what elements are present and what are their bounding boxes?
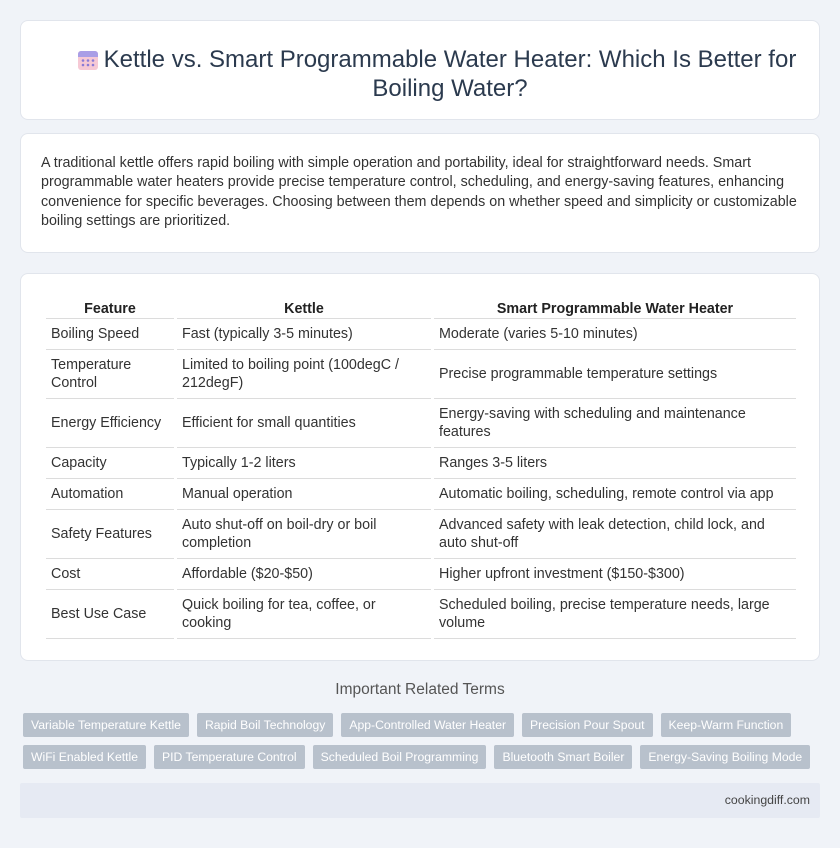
feature-cell: Automation xyxy=(46,479,174,510)
calendar-icon xyxy=(76,48,100,72)
term-tag[interactable]: App-Controlled Water Heater xyxy=(341,713,514,737)
table-row xyxy=(46,479,796,510)
kettle-cell: Limited to boiling point (100degC / 212degF) xyxy=(177,350,431,399)
table-row xyxy=(46,319,796,350)
kettle-cell: Quick boiling for tea, coffee, or cooking xyxy=(177,590,431,639)
related-terms-list xyxy=(23,713,813,769)
kettle-cell: Auto shut-off on boil-dry or boil completion xyxy=(177,510,431,559)
table-row xyxy=(46,448,796,479)
term-tag[interactable]: Keep-Warm Function xyxy=(661,713,792,737)
term-tag[interactable]: Bluetooth Smart Boiler xyxy=(494,745,632,769)
comparison-table-card xyxy=(20,273,820,661)
feature-cell: Boiling Speed xyxy=(46,319,174,350)
intro-card xyxy=(20,133,820,253)
term-tag[interactable]: Precision Pour Spout xyxy=(522,713,653,737)
feature-cell: Energy Efficiency xyxy=(46,399,174,448)
feature-cell: Capacity xyxy=(46,448,174,479)
table-row xyxy=(46,399,796,448)
table-header-row xyxy=(46,296,796,319)
kettle-cell: Affordable ($20-$50) xyxy=(177,559,431,590)
kettle-cell: Efficient for small quantities xyxy=(177,399,431,448)
kettle-cell: Manual operation xyxy=(177,479,431,510)
term-tag[interactable]: WiFi Enabled Kettle xyxy=(23,745,146,769)
related-terms-title: Important Related Terms xyxy=(335,681,505,698)
header-kettle: Kettle xyxy=(177,296,431,319)
smart-heater-cell: Advanced safety with leak detection, child lock, and auto shut-off xyxy=(434,510,796,559)
smart-heater-cell: Energy-saving with scheduling and maintenance features xyxy=(434,399,796,448)
title-card xyxy=(20,20,820,120)
table-row xyxy=(46,510,796,559)
kettle-cell: Typically 1-2 liters xyxy=(177,448,431,479)
feature-cell: Temperature Control xyxy=(46,350,174,399)
table-row xyxy=(46,590,796,639)
footer-site-link[interactable]: cookingdiff.com xyxy=(724,793,810,807)
term-tag[interactable]: Scheduled Boil Programming xyxy=(313,745,487,769)
footer xyxy=(20,783,820,818)
smart-heater-cell: Scheduled boiling, precise temperature needs, large volume xyxy=(434,590,796,639)
smart-heater-cell: Higher upfront investment ($150-$300) xyxy=(434,559,796,590)
table-row xyxy=(46,350,796,399)
table-row xyxy=(46,559,796,590)
term-tag[interactable]: PID Temperature Control xyxy=(154,745,305,769)
feature-cell: Best Use Case xyxy=(46,590,174,639)
term-tag[interactable]: Rapid Boil Technology xyxy=(197,713,333,737)
intro-paragraph: A traditional kettle offers rapid boiling with simple operation and portability, ideal for straightforward needs. Smart programmable water heaters provide precise temperature control, scheduling, and energy-saving features, enhancing convenience for specific beverages. Choosing between them depends on whether speed and simplicity or customizable boiling settings are prioritized. xyxy=(41,155,797,229)
feature-cell: Cost xyxy=(46,559,174,590)
comparison-table xyxy=(43,296,799,639)
feature-cell: Safety Features xyxy=(46,510,174,559)
smart-heater-cell: Automatic boiling, scheduling, remote control via app xyxy=(434,479,796,510)
smart-heater-cell: Ranges 3-5 liters xyxy=(434,448,796,479)
smart-heater-cell: Precise programmable temperature settings xyxy=(434,350,796,399)
term-tag[interactable]: Variable Temperature Kettle xyxy=(23,713,189,737)
header-smart-heater: Smart Programmable Water Heater xyxy=(434,296,796,319)
header-feature: Feature xyxy=(46,296,174,319)
term-tag[interactable]: Energy-Saving Boiling Mode xyxy=(640,745,810,769)
smart-heater-cell: Moderate (varies 5-10 minutes) xyxy=(434,319,796,350)
page-title: Kettle vs. Smart Programmable Water Heater: Which Is Better for Boiling Water? xyxy=(103,46,797,102)
kettle-cell: Fast (typically 3-5 minutes) xyxy=(177,319,431,350)
